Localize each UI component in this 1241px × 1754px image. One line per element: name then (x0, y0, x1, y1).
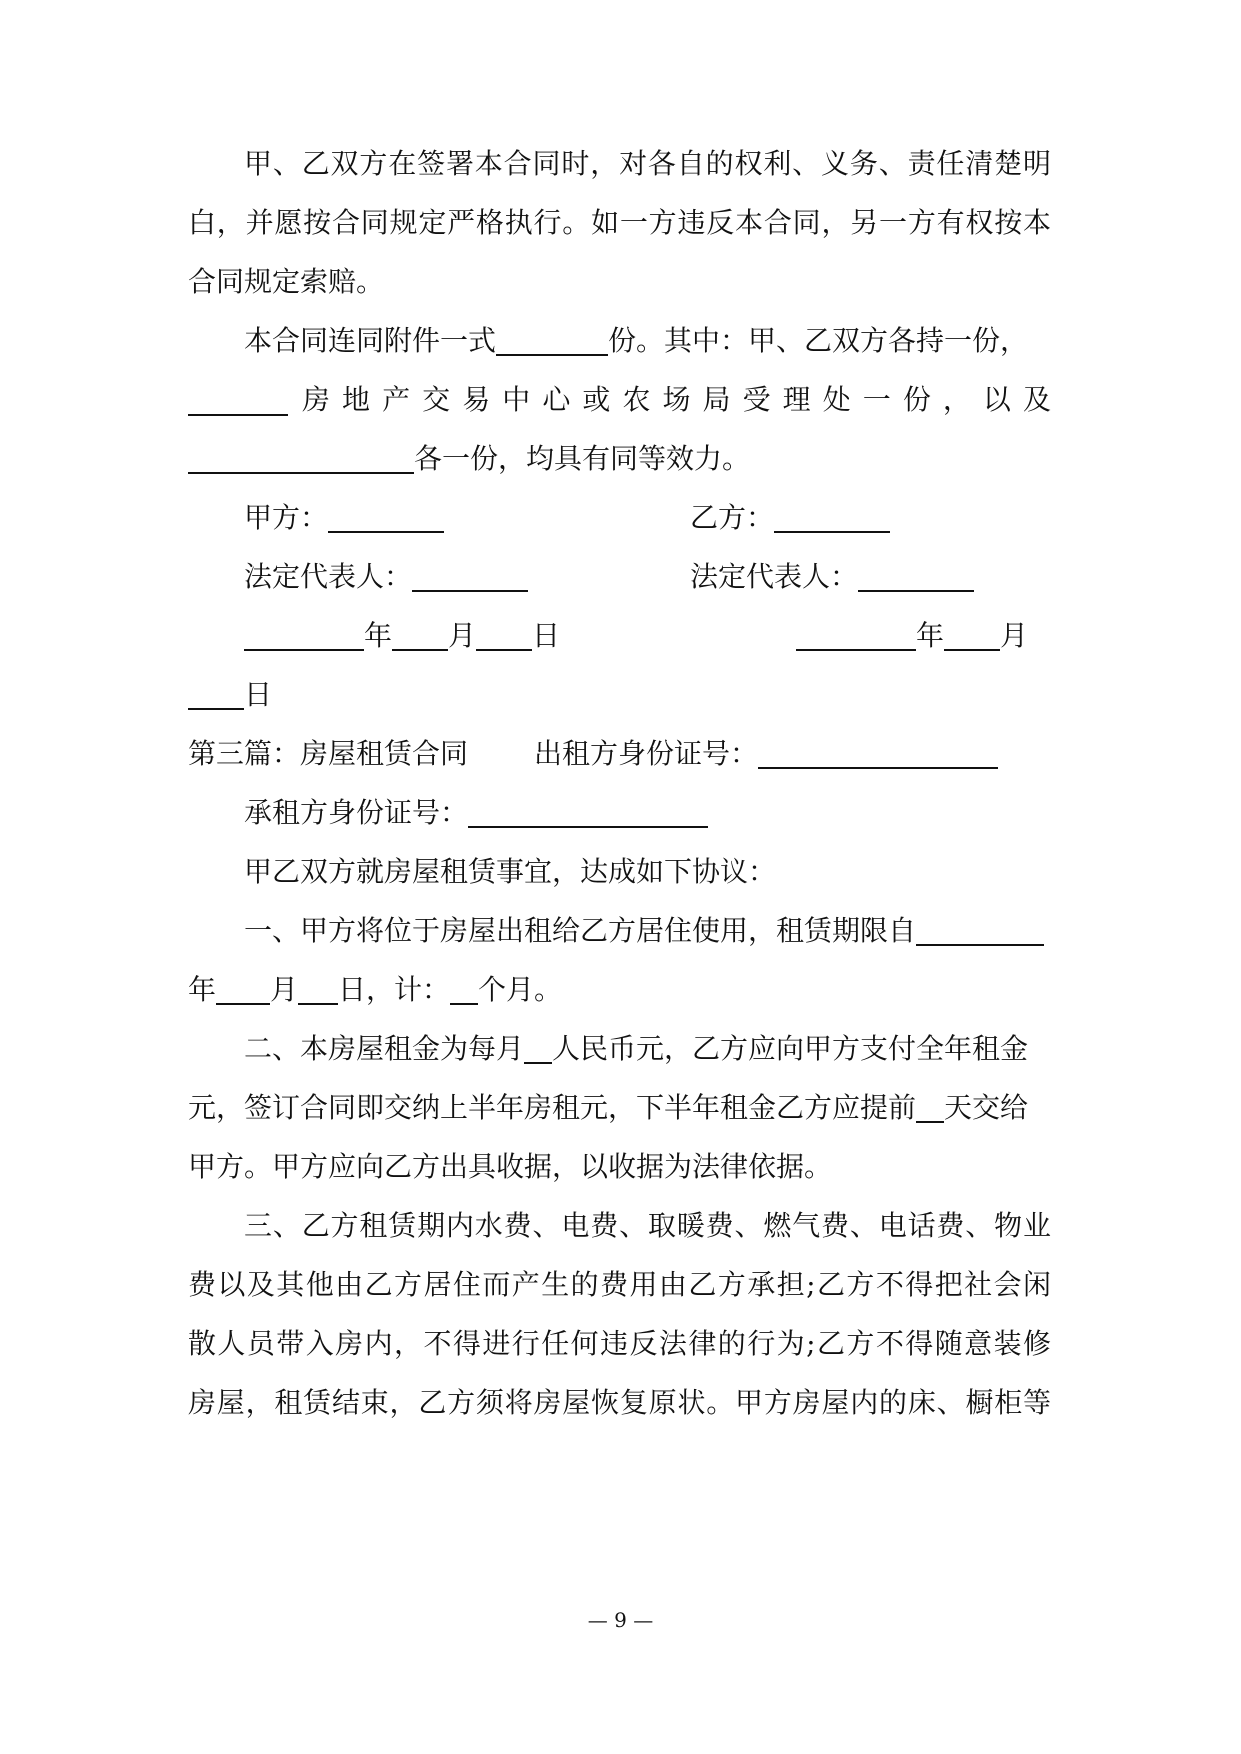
rep-a-field (244, 559, 528, 595)
monthly-rent-blank (524, 1032, 552, 1064)
clause2-text-1b: 人民币元，乙方应向甲方支付全年租金 (552, 1032, 1029, 1065)
date-a-day-blank (476, 619, 532, 651)
date-b-day-blank (188, 678, 244, 710)
lessee-id-line (188, 795, 1051, 831)
date-a-year-label: 年 (364, 619, 393, 652)
date-b-month-blank (944, 619, 1000, 651)
section3-title-line (188, 736, 1051, 772)
party-b-field (690, 500, 890, 536)
clause2-line-3: 甲方。甲方应向乙方出具收据，以收据为法律依据。 (188, 1150, 833, 1183)
p1-line-2: 白，并愿按合同规定严格执行。如一方违反本合同，另一方有权按本 (188, 206, 1051, 239)
date-b (796, 618, 1028, 654)
clause3-line-2: 费以及其他由乙方居住而产生的费用由乙方承担;乙方不得把社会闲 (188, 1268, 1051, 1301)
p2-text-3: 各一份，均具有同等效力。 (414, 442, 751, 475)
lessee-id-label: 承租方身份证号： (244, 796, 469, 829)
rep-b-field (690, 559, 974, 595)
party-b-blank (774, 501, 890, 533)
rep-a-label: 法定代表人： (244, 560, 413, 593)
clause3-line-1: 三、乙方租赁期内水费、电费、取暖费、燃气费、电话费、物业 (244, 1209, 1051, 1242)
date-a-year-blank (244, 619, 364, 651)
date-b-year-label: 年 (916, 619, 945, 652)
blank-others (188, 442, 414, 474)
clause1-line-2 (188, 972, 1051, 1008)
advance-days-blank (916, 1091, 944, 1123)
lease-day-blank (298, 973, 338, 1005)
party-b-label: 乙方： (690, 501, 775, 534)
lessor-id-blank (758, 737, 998, 769)
agreement-intro: 甲乙双方就房屋租赁事宜，达成如下协议： (244, 855, 777, 888)
copies-blank (496, 324, 608, 356)
lease-month-blank (216, 973, 270, 1005)
rep-b-label: 法定代表人： (690, 560, 859, 593)
signature-row-date-wrap (188, 677, 1051, 713)
date-a-month-blank (392, 619, 448, 651)
lessor-id-field (534, 736, 998, 772)
clause1-year: 年 (188, 973, 217, 1006)
clause2-text-1a: 二、本房屋租金为每月 (244, 1032, 525, 1065)
clause1-line-1 (188, 913, 1051, 949)
clause1-text: 一、甲方将位于房屋出租给乙方居住使用，租赁期限自 (244, 914, 917, 947)
clause2-text-2a: 元，签订合同即交纳上半年房租元，下半年租金乙方应提前 (188, 1091, 917, 1124)
blank-agency (188, 384, 288, 416)
clause2-text-2b: 天交给 (944, 1091, 1029, 1124)
party-a-field (244, 500, 444, 536)
p2-line-1 (188, 323, 1051, 359)
section3-title: 第三篇：房屋租赁合同 (188, 737, 469, 770)
clause3-line-4: 房屋，租赁结束，乙方须将房屋恢复原状。甲方房屋内的床、橱柜等 (188, 1386, 1051, 1419)
date-b-year-blank (796, 619, 916, 651)
date-a-month-label: 月 (448, 619, 477, 652)
clause2-line-2 (188, 1090, 1051, 1126)
clause3-line-3: 散人员带入房内，不得进行任何违反法律的行为;乙方不得随意装修 (188, 1327, 1051, 1360)
p2-text-2: 房地产交易中心或农场局受理处一份，以及 (302, 383, 1051, 416)
date-b-month-label: 月 (1000, 619, 1029, 652)
lease-start-blank (916, 914, 1044, 946)
lease-months-blank (450, 973, 478, 1005)
p2-text-1a: 本合同连同附件一式 (244, 324, 497, 357)
p1-line-3: 合同规定索赔。 (188, 265, 385, 298)
date-a (244, 618, 560, 654)
clause1-day: 日，计： (338, 973, 451, 1006)
clause1-month: 月 (270, 973, 299, 1006)
clause1-months: 个月。 (478, 973, 563, 1006)
p1-line-1: 甲、乙双方在签署本合同时，对各自的权利、义务、责任清楚明 (244, 147, 1051, 180)
p2-line-3 (188, 441, 1051, 477)
rep-b-blank (858, 560, 974, 592)
p2-line-2 (188, 382, 1051, 418)
page-number: — 9 — (587, 1608, 654, 1632)
clause2-line-1 (188, 1031, 1051, 1067)
party-a-blank (328, 501, 444, 533)
date-b-day-label: 日 (244, 678, 273, 711)
date-a-day-label: 日 (532, 619, 561, 652)
lessor-id-label: 出租方身份证号： (534, 737, 759, 770)
lessee-id-blank (468, 796, 708, 828)
party-a-label: 甲方： (244, 501, 329, 534)
p2-text-1b: 份。其中：甲、乙双方各持一份， (608, 324, 1029, 357)
rep-a-blank (412, 560, 528, 592)
